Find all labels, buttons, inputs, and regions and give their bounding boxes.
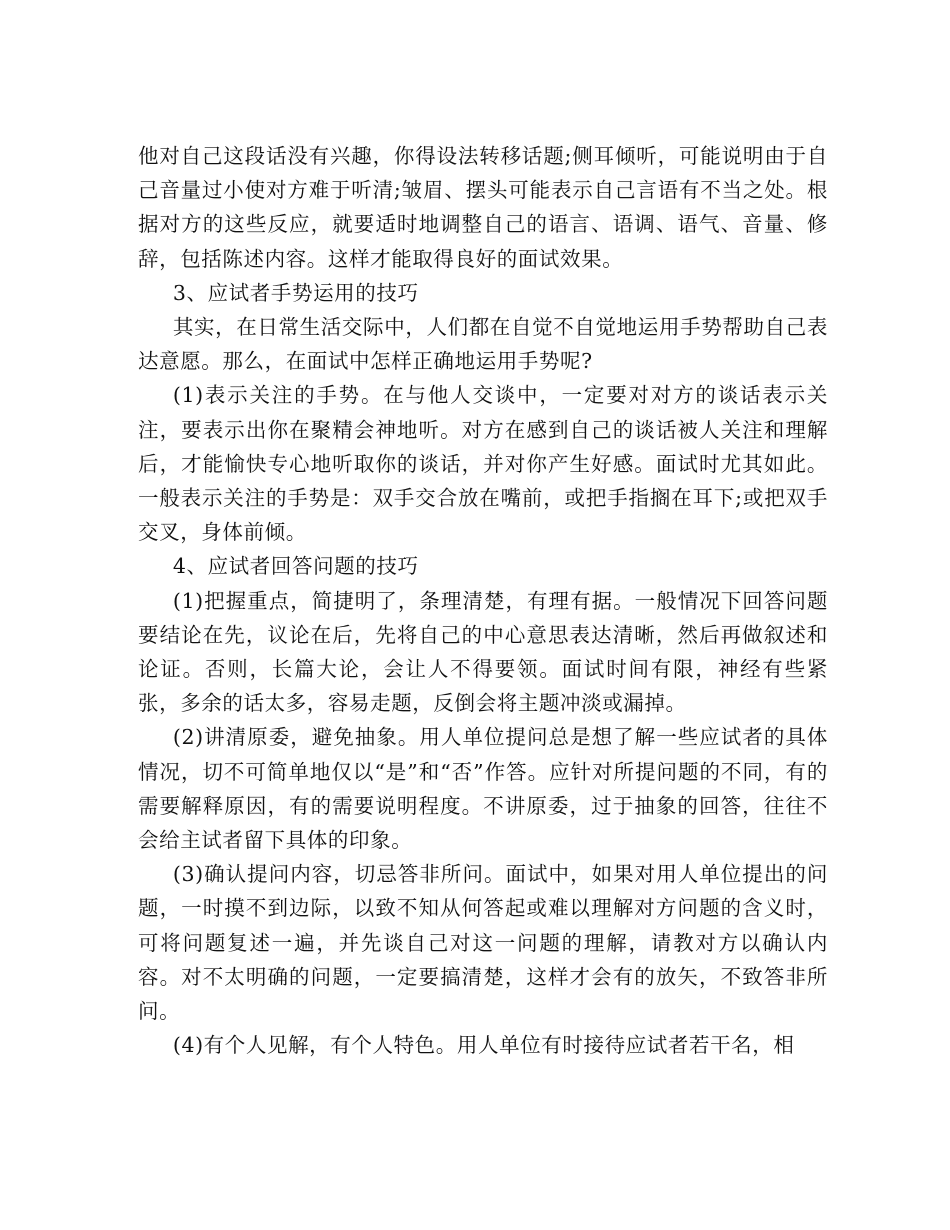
paragraph-answer-tip-4: (4)有个人见解，有个人特色。用人单位有时接待应试者若干名，相	[172, 1033, 795, 1058]
document-page	[138, 139, 828, 1062]
section-heading-gestures: 3、应试者手势运用的技巧	[172, 280, 419, 305]
paragraph-answer-tip-2: (2)讲清原委，避免抽象。用人单位提问总是想了解一些应试者的具体情况，切不可简单地仅以“是”和“否”作答。应针对所提问题的不同，有的需要解释原因，有的需要说明程度。不讲原委，过于抽象的回答，往往不会给主试者留下具体的印象。	[138, 725, 828, 853]
section-heading-answering: 4、应试者回答问题的技巧	[172, 554, 419, 579]
paragraph-answer-tip-1: (1)把握重点，简捷明了，条理清楚，有理有据。一般情况下回答问题要结论在先，议论在后，先将自己的中心意思表达清晰，然后再做叙述和论证。否则，长篇大论，会让人不得要领。面试时间有限，神经有些紧张，多余的话太多，容易走题，反倒会将主题冲淡或漏掉。	[138, 588, 828, 716]
paragraph-attention-gesture: (1)表示关注的手势。在与他人交谈中，一定要对对方的谈话表示关注，要表示出你在聚精会神地听。对方在感到自己的谈话被人关注和理解后，才能愉快专心地听取你的谈话，并对你产生好感。面试时尤其如此。一般表示关注的手势是：双手交合放在嘴前，或把手指搁在耳下;或把双手交叉，身体前倾。	[138, 383, 828, 545]
paragraph-continuation: 他对自己这段话没有兴趣，你得设法转移话题;侧耳倾听，可能说明由于自己音量过小使对方难于听清;皱眉、摆头可能表示自己言语有不当之处。根据对方的这些反应，就要适时地调整自己的语言、语调、语气、音量、修辞，包括陈述内容。这样才能取得良好的面试效果。	[138, 144, 828, 271]
paragraph-gestures-intro: 其实，在日常生活交际中，人们都在自觉不自觉地运用手势帮助自己表达意愿。那么，在面试中怎样正确地运用手势呢?	[138, 315, 828, 374]
paragraph-answer-tip-3: (3)确认提问内容，切忌答非所问。面试中，如果对用人单位提出的问题，一时摸不到边际，以致不知从何答起或难以理解对方问题的含义时，可将问题复述一遍，并先谈自己对这一问题的理解，请教对方以确认内容。对不太明确的问题，一定要搞清楚，这样才会有的放矢，不致答非所问。	[138, 862, 828, 1024]
